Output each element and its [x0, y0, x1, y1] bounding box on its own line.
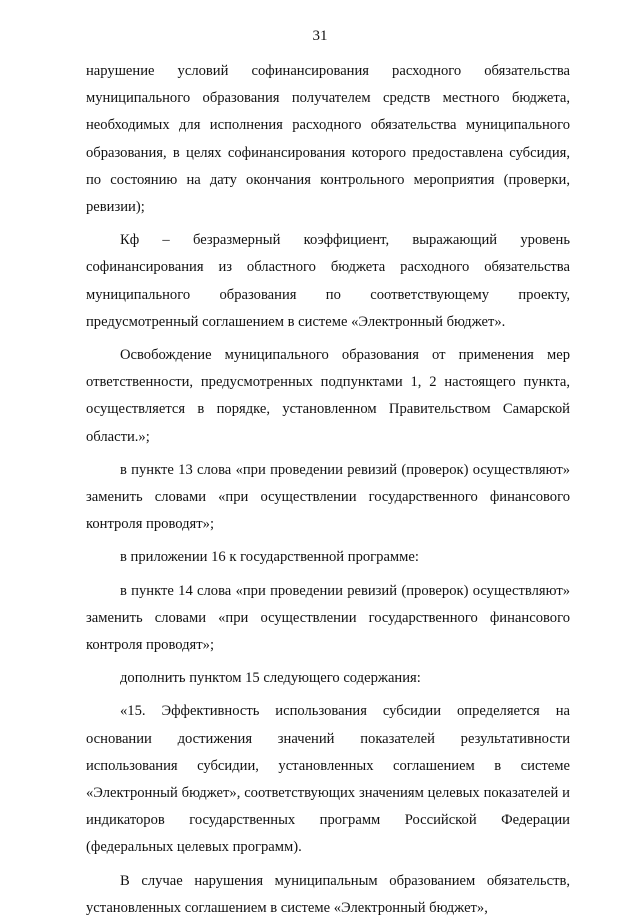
paragraph-add-item-15: дополнить пунктом 15 следующего содержания:	[120, 670, 421, 687]
paragraph-item-13: в пункте 13 слова «при проведении ревизий (проверок) осуществляют» заменить словами «при осуществлении государственного финансового контроля проводят»;	[86, 461, 570, 533]
paragraph-item-15-text: «15. Эффективность использования субсидии определяется на основании достижения значений показателей результативности использования субсидии, установленных соглашением в системе «Электронный бюджет», соответствующих значениям целевых показателей и индикаторов государственных программ Российской Федерации (федеральных целевых программ).	[86, 703, 570, 856]
paragraph-item-14: в пункте 14 слова «при проведении ревизий (проверок) осуществляют» заменить словами «при осуществлении государственного финансового контроля проводят»;	[86, 582, 570, 654]
paragraph-continuation: нарушение условий софинансирования расходного обязательства муниципального образования получателем средств местного бюджета, необходимых для исполнения расходного обязательства муниципального образования, в целях софинансирования которого предоставлена субсидия, по состоянию на дату окончания контрольного мероприятия (проверки, ревизии);	[86, 63, 570, 216]
document-body	[86, 58, 570, 922]
page-number: 31	[312, 28, 328, 44]
paragraph-exemption: Освобождение муниципального образования от применения мер ответственности, предусмотренных подпунктами 1, 2 настоящего пункта, осуществляется в порядке, установленном Правительством Самарской области.»;	[86, 347, 570, 445]
paragraph-appendix-16: в приложении 16 к государственной программе:	[120, 549, 419, 566]
paragraph-violation: В случае нарушения муниципальным образованием обязательств, установленных соглашением в системе «Электронный бюджет»,	[86, 872, 570, 916]
paragraph-coefficient: Кф – безразмерный коэффициент, выражающий уровень софинансирования из областного бюджета расходного обязательства муниципального образования по соответствующему проекту, предусмотренный соглашением в системе «Электронный бюджет».	[86, 232, 570, 330]
